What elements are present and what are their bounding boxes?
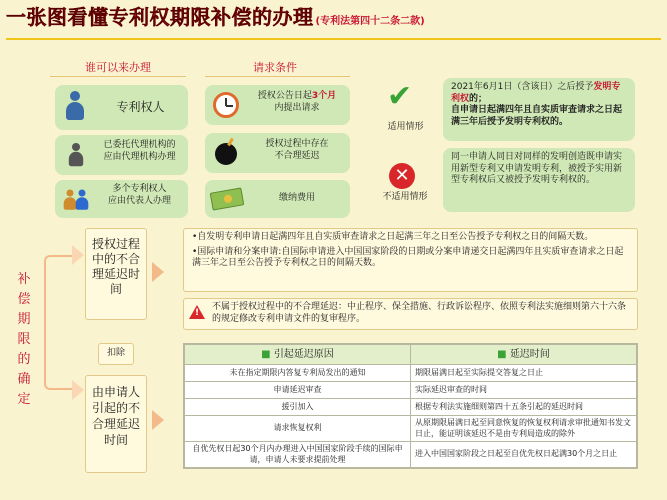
condition-deadline-highlight: 3个月 — [311, 91, 337, 101]
deduct-label: 扣除 — [98, 343, 134, 365]
condition-deadline — [205, 85, 350, 125]
who-patentee-label: 专利权人 — [116, 99, 165, 114]
grant-delay-point1: •自发明专利申请日起满四年且自实质审查请求之日起满三年之日至公告授予专利权之日的间隔天数。 — [192, 232, 594, 242]
excluded-note-text: 不属于授权过程中的不合理延迟：中止程序、保全措施、行政诉讼程序、依照专利法实施细则第六十六条的规定修改专利申请文件的复审程序。 — [212, 302, 627, 324]
not-applicable-label: 不适用情形 — [382, 192, 428, 202]
bracket-arrow-top — [72, 245, 84, 265]
condition-delay-line2: 不合理延迟 — [274, 150, 320, 161]
who-heading: 谁可以来办理 — [85, 61, 151, 74]
applicable-label: 适用情形 — [387, 122, 424, 132]
who-group-line1: 多个专利权人 — [112, 184, 167, 194]
who-item-group — [55, 180, 188, 218]
bomb-icon — [215, 143, 237, 165]
who-agent-line2: 应由代理机构办理 — [103, 151, 176, 162]
excluded-note — [183, 298, 638, 330]
table-cell-time: 实际延迟审查的时间 — [411, 382, 637, 399]
side-title-char: 偿 — [17, 292, 31, 307]
page-title — [6, 4, 666, 40]
table-cell-cause: 援引加入 — [185, 399, 411, 416]
table-cell-time: 根据专利法实施细则第四十五条引起的延迟时间 — [411, 399, 637, 416]
document-icon: ■ — [261, 349, 274, 360]
side-title-char: 期 — [17, 312, 31, 327]
applicant-delay-label-line: 时间 — [103, 433, 128, 447]
applicant-delay-label-line: 合理延迟 — [91, 417, 140, 431]
x-icon: ✕ — [389, 163, 415, 189]
who-heading-line — [50, 76, 186, 77]
side-title-char: 限 — [17, 332, 31, 347]
side-title-char: 定 — [17, 392, 31, 407]
group-icon-second — [74, 190, 89, 211]
table-row — [185, 399, 637, 416]
table-cell-time: 进入中国国家阶段之日起至自优先权日起满30个月之日止 — [411, 442, 637, 468]
bracket-arrow-bottom — [72, 380, 84, 400]
check-icon: ✔ — [387, 79, 413, 114]
title-underline — [6, 38, 661, 40]
delay-table-header-cause: ■ 引起延迟原因 — [185, 345, 411, 365]
applicant-delay-label-line: 引起的不 — [91, 401, 140, 415]
table-row — [185, 442, 637, 468]
table-cell-cause: 自优先权日起30个月内办理进入中国国家阶段手续的国际申请，申请人未要求提前处理 — [185, 442, 411, 468]
delay-table — [183, 343, 638, 469]
grant-delay-label-line: 中的不合 — [91, 252, 140, 266]
grant-delay-label-line: 理延迟时 — [91, 267, 140, 281]
page-title-sub: (专利法第四十二条二款) — [315, 16, 425, 27]
grant-delay-box — [183, 228, 638, 292]
table-row — [185, 365, 637, 382]
applicable-text-highlight: 发明专利权 — [451, 82, 621, 104]
condition-delay — [205, 133, 350, 173]
side-title-char: 补 — [17, 272, 31, 287]
agent-icon — [67, 143, 85, 167]
side-title-char: 确 — [17, 372, 31, 387]
clock-icon — [213, 92, 239, 118]
condition-deadline-pre: 授权公告日起 — [257, 91, 312, 101]
page-title-main: 一张图看懂专利权期限补偿的办理 — [6, 5, 314, 29]
person-icon — [64, 91, 86, 121]
calendar-icon: ■ — [497, 349, 510, 360]
side-title-char: 的 — [17, 352, 31, 367]
conditions-heading: 请求条件 — [253, 61, 297, 74]
money-icon — [210, 187, 245, 210]
grant-delay-label-line: 授权过程 — [91, 237, 140, 251]
side-title — [4, 270, 44, 410]
condition-fee — [205, 180, 350, 218]
conditions-heading-line — [205, 76, 350, 77]
applicant-delay-arrow — [152, 410, 164, 430]
applicant-delay-label-line: 由申请人 — [91, 385, 140, 399]
who-item-agent — [55, 135, 188, 175]
who-agent-line1: 已委托代理机构的 — [103, 140, 176, 150]
applicable-text-bold: 自申请日起满四年且自实质审查请求之日起满三年后授予发明专利权的。 — [451, 105, 623, 128]
table-cell-time: 期限届满日起至实际提交答复之日止 — [411, 365, 637, 382]
condition-fee-label: 缴纳费用 — [278, 193, 315, 204]
table-cell-cause: 未在指定期限内答复专利局发出的通知 — [185, 365, 411, 382]
table-cell-time: 从原期限届满日起至同意恢复的恢复权利请求审批通知书发文日止，能证明该延迟不是由专利局造成的除外 — [411, 416, 637, 442]
table-cell-cause: 请求恢复权利 — [185, 416, 411, 442]
grant-delay-arrow — [152, 262, 164, 282]
applicable-box — [443, 78, 635, 141]
who-item-patentee — [55, 85, 188, 130]
grant-delay-label-line: 间 — [109, 282, 122, 296]
applicant-delay-label — [85, 375, 147, 473]
not-applicable-box: 同一申请人同日对同样的发明创造既申请实用新型专利又申请发明专利，被授予实用新型专利权后又被授予发明专利权的。 — [443, 148, 635, 212]
warning-icon-mark: ! — [195, 308, 200, 318]
table-cell-cause: 申请延迟审查 — [185, 382, 411, 399]
table-row — [185, 416, 637, 442]
condition-deadline-line2: 内提出请求 — [274, 102, 320, 113]
applicable-text-pre: 2021年6月1日（含该日）之后授予 — [451, 82, 594, 92]
grant-delay-point2: •国际申请和分案申请:自国际申请进入中国国家阶段的日期或分案申请递交日起满四年且实质审查请求之日起满三年之日至公告授予专利权之日的间隔天数。 — [192, 246, 624, 269]
table-row — [185, 382, 637, 399]
delay-table-header-time: ■ 延迟时间 — [411, 345, 637, 365]
applicable-text-mid: 的； — [469, 93, 488, 104]
who-group-line2: 应由代表人办理 — [107, 195, 171, 206]
side-bracket — [44, 255, 74, 390]
grant-delay-label — [85, 228, 147, 320]
condition-delay-line1: 授权过程中存在 — [265, 139, 329, 149]
